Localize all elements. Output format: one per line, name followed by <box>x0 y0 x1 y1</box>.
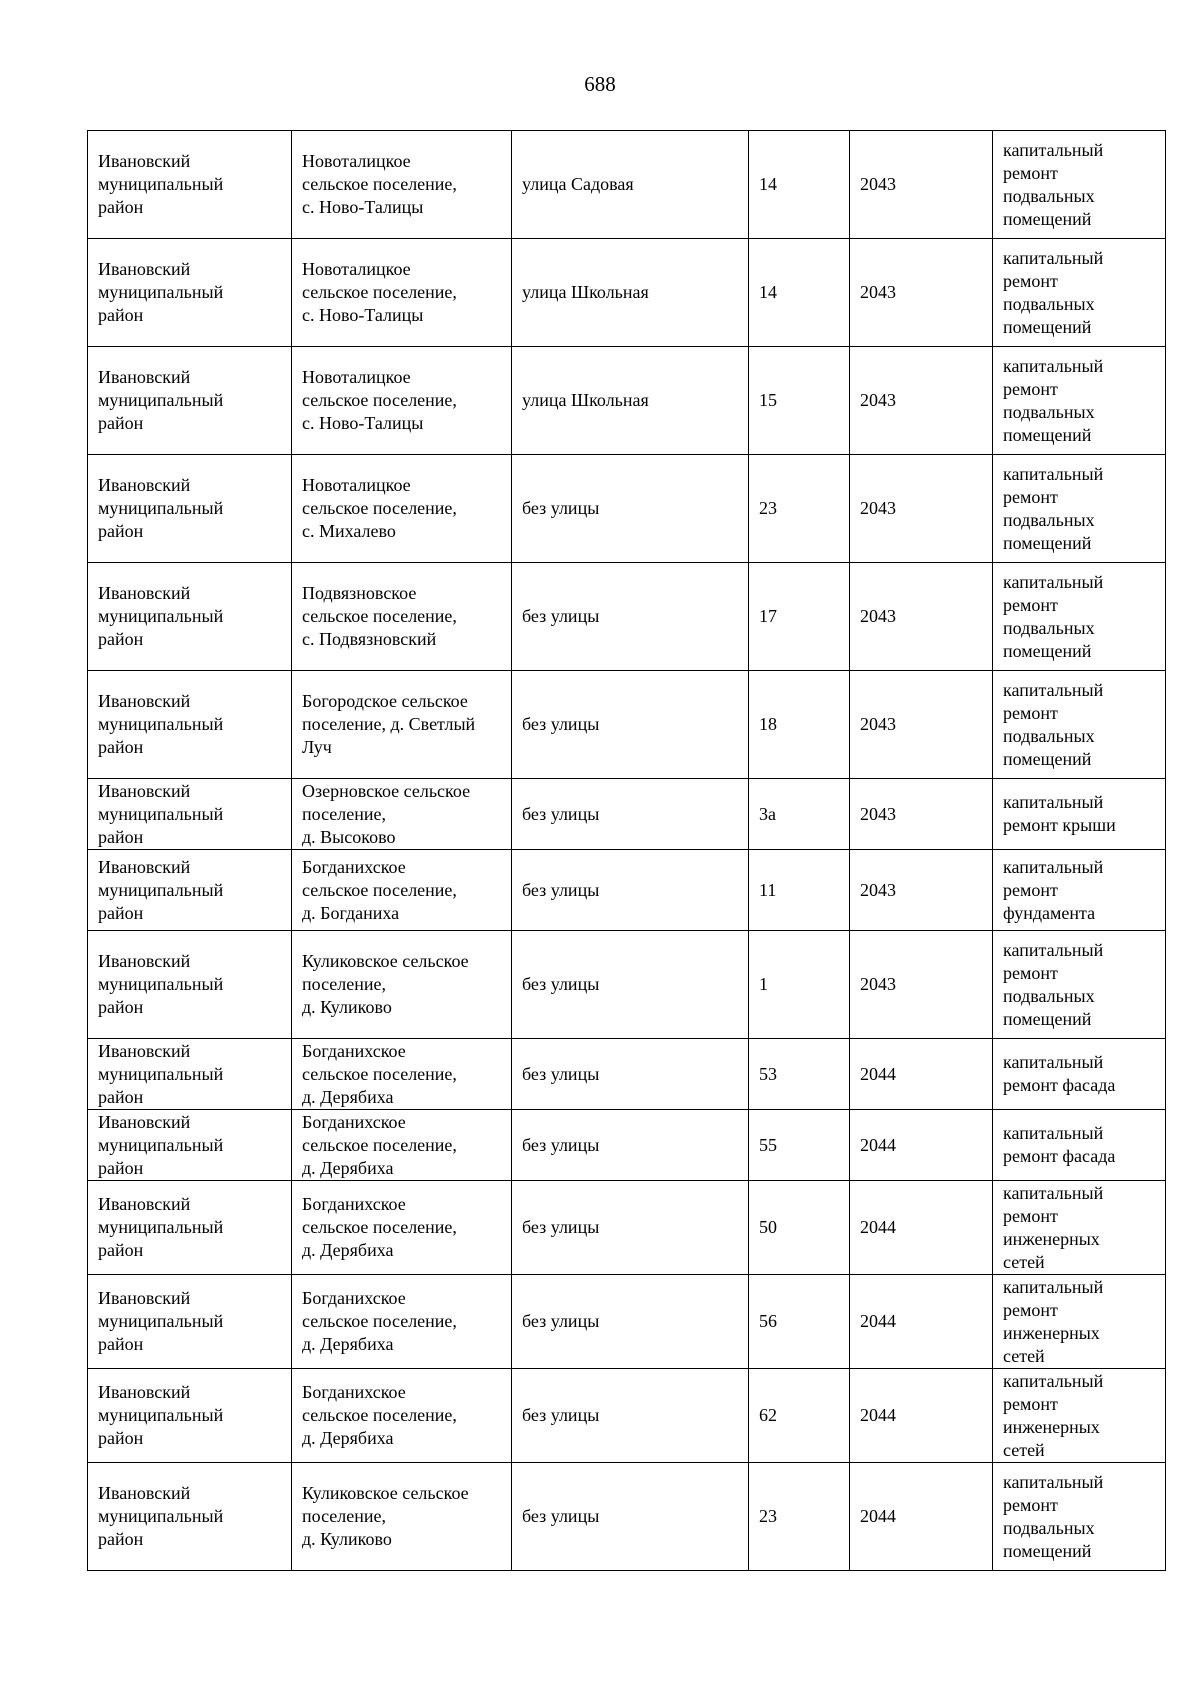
house-number-cell: 18 <box>749 671 850 779</box>
settlement-cell: Богданихское сельское поселение, д. Дерябиха <box>292 1110 512 1181</box>
table-row <box>88 850 1166 931</box>
year-cell: 2044 <box>850 1369 993 1463</box>
table-row <box>88 131 1166 239</box>
work-type-cell: капитальный ремонт фасада <box>993 1110 1166 1181</box>
district-cell: Ивановский муниципальный район <box>88 563 292 671</box>
year-cell: 2044 <box>850 1110 993 1181</box>
settlement-cell: Куликовское сельское поселение, д. Куликово <box>292 931 512 1039</box>
district-cell: Ивановский муниципальный район <box>88 931 292 1039</box>
district-cell: Ивановский муниципальный район <box>88 779 292 850</box>
street-cell: без улицы <box>512 1463 749 1571</box>
year-cell: 2043 <box>850 131 993 239</box>
year-cell: 2043 <box>850 850 993 931</box>
year-cell: 2043 <box>850 563 993 671</box>
settlement-cell: Богданихское сельское поселение, д. Дерябиха <box>292 1369 512 1463</box>
table-row <box>88 671 1166 779</box>
year-cell: 2043 <box>850 779 993 850</box>
street-cell: без улицы <box>512 1039 749 1110</box>
house-number-cell: 23 <box>749 455 850 563</box>
district-cell: Ивановский муниципальный район <box>88 455 292 563</box>
work-type-cell: капитальный ремонт подвальных помещений <box>993 563 1166 671</box>
work-type-cell: капитальный ремонт инженерных сетей <box>993 1181 1166 1275</box>
street-cell: без улицы <box>512 1369 749 1463</box>
table-row <box>88 1275 1166 1369</box>
district-cell: Ивановский муниципальный район <box>88 1463 292 1571</box>
settlement-cell: Новоталицкое сельское поселение, с. Ново-Талицы <box>292 131 512 239</box>
settlement-cell: Подвязновское сельское поселение, с. Подвязновский <box>292 563 512 671</box>
table-row <box>88 347 1166 455</box>
settlement-cell: Богданихское сельское поселение, д. Дерябиха <box>292 1039 512 1110</box>
settlement-cell: Богданихское сельское поселение, д. Дерябиха <box>292 1275 512 1369</box>
street-cell: улица Садовая <box>512 131 749 239</box>
table-row <box>88 563 1166 671</box>
work-type-cell: капитальный ремонт подвальных помещений <box>993 239 1166 347</box>
year-cell: 2043 <box>850 347 993 455</box>
table-row <box>88 1039 1166 1110</box>
work-type-cell: капитальный ремонт фундамента <box>993 850 1166 931</box>
settlement-cell: Богородское сельское поселение, д. Светлый Луч <box>292 671 512 779</box>
district-cell: Ивановский муниципальный район <box>88 1181 292 1275</box>
registry-table-body <box>88 131 1166 1571</box>
table-row <box>88 239 1166 347</box>
street-cell: улица Школьная <box>512 239 749 347</box>
house-number-cell: 14 <box>749 131 850 239</box>
work-type-cell: капитальный ремонт инженерных сетей <box>993 1369 1166 1463</box>
work-type-cell: капитальный ремонт фасада <box>993 1039 1166 1110</box>
settlement-cell: Богданихское сельское поселение, д. Дерябиха <box>292 1181 512 1275</box>
work-type-cell: капитальный ремонт инженерных сетей <box>993 1275 1166 1369</box>
street-cell: без улицы <box>512 1110 749 1181</box>
year-cell: 2043 <box>850 455 993 563</box>
work-type-cell: капитальный ремонт подвальных помещений <box>993 131 1166 239</box>
page-number: 688 <box>584 72 616 96</box>
house-number-cell: 14 <box>749 239 850 347</box>
house-number-cell: 3а <box>749 779 850 850</box>
house-number-cell: 15 <box>749 347 850 455</box>
house-number-cell: 1 <box>749 931 850 1039</box>
district-cell: Ивановский муниципальный район <box>88 850 292 931</box>
year-cell: 2044 <box>850 1463 993 1571</box>
settlement-cell: Новоталицкое сельское поселение, с. Михалево <box>292 455 512 563</box>
year-cell: 2044 <box>850 1039 993 1110</box>
district-cell: Ивановский муниципальный район <box>88 1110 292 1181</box>
settlement-cell: Куликовское сельское поселение, д. Куликово <box>292 1463 512 1571</box>
registry-table <box>87 130 1166 1571</box>
settlement-cell: Новоталицкое сельское поселение, с. Ново-Талицы <box>292 347 512 455</box>
house-number-cell: 17 <box>749 563 850 671</box>
year-cell: 2044 <box>850 1181 993 1275</box>
table-row <box>88 1369 1166 1463</box>
house-number-cell: 23 <box>749 1463 850 1571</box>
work-type-cell: капитальный ремонт подвальных помещений <box>993 671 1166 779</box>
table-row <box>88 1181 1166 1275</box>
house-number-cell: 56 <box>749 1275 850 1369</box>
house-number-cell: 50 <box>749 1181 850 1275</box>
street-cell: без улицы <box>512 931 749 1039</box>
district-cell: Ивановский муниципальный район <box>88 1369 292 1463</box>
house-number-cell: 62 <box>749 1369 850 1463</box>
street-cell: без улицы <box>512 1181 749 1275</box>
settlement-cell: Новоталицкое сельское поселение, с. Ново-Талицы <box>292 239 512 347</box>
street-cell: без улицы <box>512 779 749 850</box>
settlement-cell: Богданихское сельское поселение, д. Богданиха <box>292 850 512 931</box>
district-cell: Ивановский муниципальный район <box>88 239 292 347</box>
house-number-cell: 55 <box>749 1110 850 1181</box>
year-cell: 2043 <box>850 671 993 779</box>
district-cell: Ивановский муниципальный район <box>88 1275 292 1369</box>
district-cell: Ивановский муниципальный район <box>88 131 292 239</box>
table-row <box>88 931 1166 1039</box>
settlement-cell: Озерновское сельское поселение, д. Высоково <box>292 779 512 850</box>
district-cell: Ивановский муниципальный район <box>88 1039 292 1110</box>
district-cell: Ивановский муниципальный район <box>88 671 292 779</box>
work-type-cell: капитальный ремонт подвальных помещений <box>993 455 1166 563</box>
work-type-cell: капитальный ремонт подвальных помещений <box>993 931 1166 1039</box>
year-cell: 2043 <box>850 931 993 1039</box>
table-row <box>88 455 1166 563</box>
street-cell: без улицы <box>512 671 749 779</box>
work-type-cell: капитальный ремонт подвальных помещений <box>993 347 1166 455</box>
work-type-cell: капитальный ремонт подвальных помещений <box>993 1463 1166 1571</box>
year-cell: 2044 <box>850 1275 993 1369</box>
street-cell: без улицы <box>512 563 749 671</box>
table-row <box>88 1110 1166 1181</box>
table-row <box>88 1463 1166 1571</box>
district-cell: Ивановский муниципальный район <box>88 347 292 455</box>
street-cell: улица Школьная <box>512 347 749 455</box>
work-type-cell: капитальный ремонт крыши <box>993 779 1166 850</box>
table-row <box>88 779 1166 850</box>
house-number-cell: 53 <box>749 1039 850 1110</box>
year-cell: 2043 <box>850 239 993 347</box>
house-number-cell: 11 <box>749 850 850 931</box>
street-cell: без улицы <box>512 455 749 563</box>
street-cell: без улицы <box>512 1275 749 1369</box>
street-cell: без улицы <box>512 850 749 931</box>
